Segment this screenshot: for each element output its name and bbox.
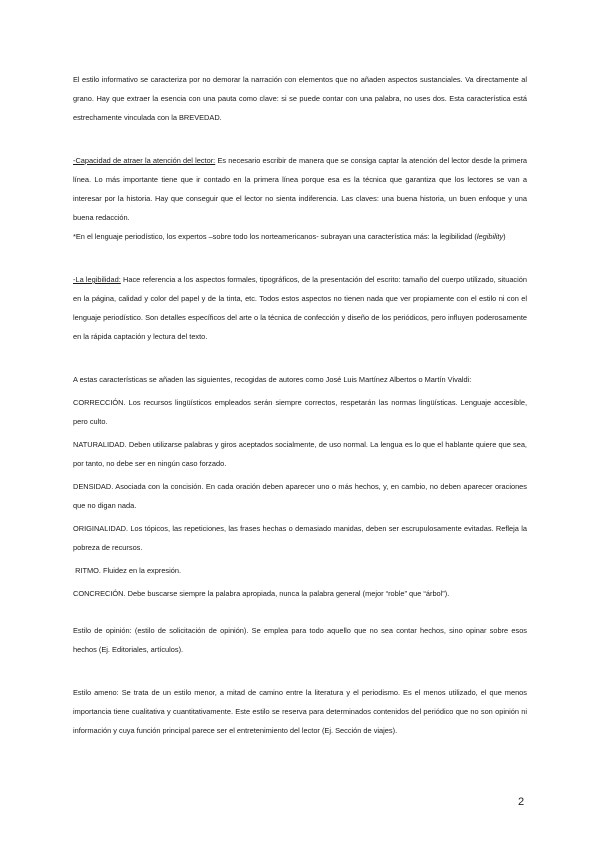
text-densidad: Asociada con la concisión. En cada oración deben aparecer uno o más hechos, y, en cambio, no deben aparecer oraciones que no digan nada. [73,482,527,510]
label-legibilidad: -La legibilidad: [73,275,121,284]
label-densidad: DENSIDAD. [73,482,114,491]
paragraph-naturalidad [73,435,527,473]
label-naturalidad: NATURALIDAD. [73,440,127,449]
page-number: 2 [518,796,525,808]
text-legibility-note: *En el lenguaje periodístico, los expertos –sobre todo los norteamericanos- subrayan una característica más: la legibilidad ( [73,232,477,241]
paragraph-capacidad-atencion [73,151,527,227]
label-ritmo: RITMO. [75,566,101,575]
label-capacidad-atencion: -Capacidad de atraer la atención del lector: [73,156,216,165]
paragraph-autores: A estas características se añaden las siguientes, recogidas de autores como José Luis Martínez Albertos o Martín Vivaldi: [73,375,472,384]
paragraph-estilo-ameno: Estilo ameno: Se trata de un estilo menor, a mitad de camino entre la literatura y el periodismo. Es el menos utilizado, el que menos importancia tiene cualitativa y cuantitativamente. Este estilo se reserva para determinados contenidos del periódico que no son opinión ni información y cuya función principal parece ser el entretenimiento del lector (Ej. Sección de viajes). [73,688,527,735]
text-concrecion: Debe buscarse siempre la palabra apropiada, nunca la palabra general (mejor “roble” que “árbol”). [125,589,450,598]
text-legibility-word: legibility [476,232,504,241]
paragraph-originalidad [73,519,527,557]
label-originalidad: ORIGINALIDAD. [73,524,129,533]
paragraph-ritmo [73,561,527,580]
paragraph-estilo-informativo: El estilo informativo se caracteriza por no demorar la narración con elementos que no añaden aspectos sustanciales. Va directamente al grano. Hay que extraer la esencia con una pauta como clave: si se puede contar con una palabra, no uses dos. Esta característica está estrechamente vinculada con la BREVEDAD. [73,75,527,122]
paragraph-legibility-note [73,227,527,246]
text-legibility-close: ) [503,232,506,241]
text-naturalidad: Deben utilizarse palabras y giros aceptados socialmente, de uso normal. La lengua es lo que el hablante quiere que sea, por tanto, no debe ser en ningún caso forzado. [73,440,527,468]
paragraph-legibilidad [73,270,527,346]
label-correccion: CORRECCIÓN. [73,398,126,407]
paragraph-densidad [73,477,527,515]
text-capacidad-atencion: Es necesario escribir de manera que se consiga captar la atención del lector desde la primera línea. Lo más importante tiene que ir contado en la primera línea porque esa es la técnica que garantiza que los lectores se van a interesar por la historia. Hay que conseguir que el lector no sienta indiferencia. Las claves: una buena historia, un buen enfoque y una buena redacción. [73,156,528,222]
document-body [73,70,527,740]
label-concrecion: CONCRECIÓN. [73,589,126,598]
paragraph-estilo-opinion: Estilo de opinión: (estilo de solicitación de opinión). Se emplea para todo aquello que no sea contar hechos, sino opinar sobre esos hechos (Ej. Editoriales, artículos). [73,626,527,654]
text-originalidad: Los tópicos, las repeticiones, las frases hechas o demasiado manidas, deben ser escrupulosamente evitadas. Refleja la pobreza de recursos. [73,524,527,552]
text-ritmo: Fluidez en la expresión. [100,566,182,575]
paragraph-correccion [73,393,527,431]
paragraph-concrecion [73,584,527,603]
text-correccion: Los recursos lingüísticos empleados serán siempre correctos, respetarán las normas lingüísticas. Lenguaje accesible, pero culto. [73,398,527,426]
text-legibilidad: Hace referencia a los aspectos formales, tipográficos, de la presentación del escrito: tamaño del cuerpo utilizado, situación en la página, calidad y color del papel y de la tinta, etc. Todos estos aspectos no tienen nada que ver propiamente con el estilo ni con el lenguaje periodístico. Son detalles específicos del arte o la técnica de confección y diseño de los periódicos, pero influyen poderosamente en la rápida captación y lectura del texto. [73,275,527,341]
